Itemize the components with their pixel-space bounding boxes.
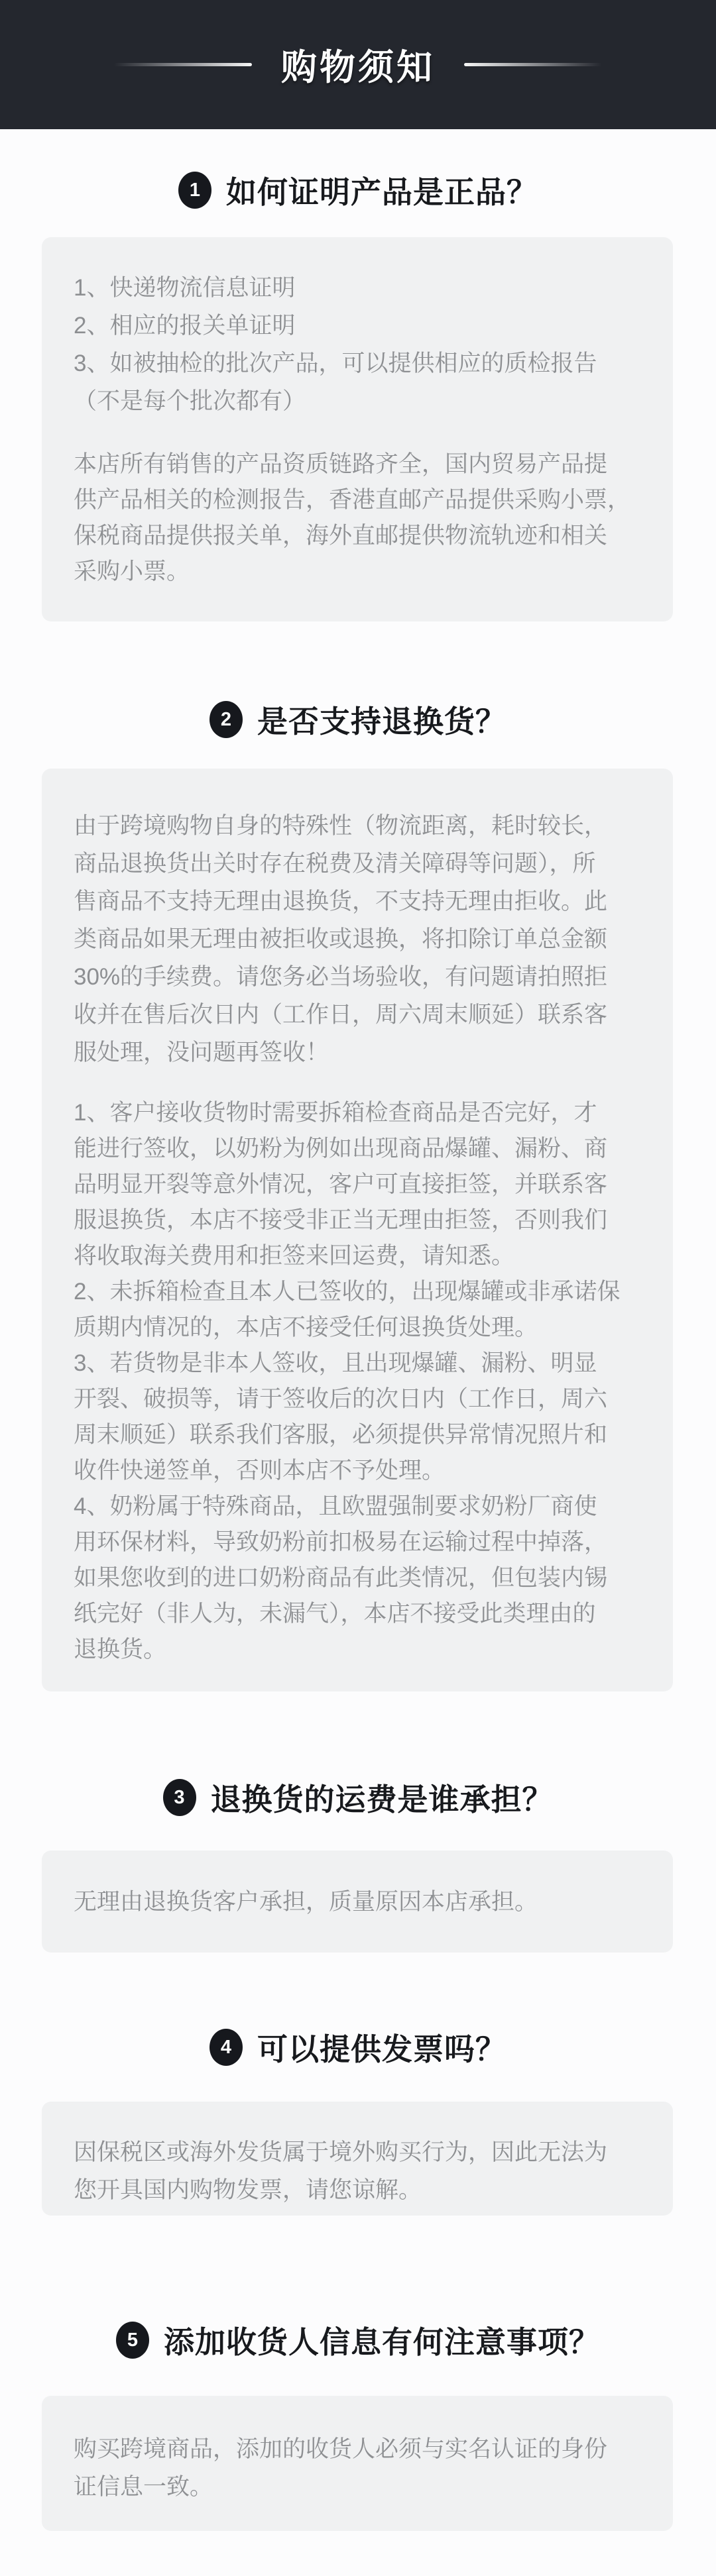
question-number: 3 bbox=[174, 1786, 185, 1808]
answer-line: 证信息一致。 bbox=[74, 2474, 213, 2500]
answer-line: 3、若货物是非本人签收，且出现爆罐、漏粉、明显 bbox=[74, 1350, 597, 1376]
title-decor-line-left bbox=[114, 63, 252, 66]
answer-line: 如果您收到的进口奶粉商品有此类情况，但包装内锡 bbox=[74, 1565, 608, 1591]
answer-line: 无理由退换货客户承担，质量原因本店承担。 bbox=[74, 1888, 538, 1915]
question-text: 退换货的运费是谁承担？ bbox=[210, 1782, 554, 1817]
question-number-badge bbox=[209, 2029, 243, 2066]
page-title: 购物须知 bbox=[281, 48, 435, 87]
answer-line: 1、快递物流信息证明 bbox=[74, 275, 296, 301]
answer-paragraph bbox=[74, 1095, 641, 1668]
question-number-badge bbox=[163, 1779, 196, 1816]
faq-section bbox=[0, 700, 716, 1691]
answer-line: 类商品如果无理由被拒收或退换，将扣除订单总金额 bbox=[74, 926, 608, 952]
question-text: 添加收货人信息有何注意事项？ bbox=[164, 2325, 600, 2359]
answer-line: 纸完好（非人为，未漏气），本店不接受此类理由的 bbox=[74, 1601, 596, 1627]
faq-section bbox=[0, 2028, 716, 2216]
answer-paragraph bbox=[74, 447, 641, 590]
question-text: 可以提供发票吗？ bbox=[257, 2032, 507, 2066]
answer-box bbox=[42, 2102, 673, 2216]
answer-box bbox=[42, 2396, 673, 2531]
answer-paragraph bbox=[74, 2430, 641, 2506]
question-heading bbox=[0, 2321, 716, 2359]
answer-line: 服处理，没问题再签收！ bbox=[74, 1040, 329, 1065]
question-heading bbox=[0, 171, 716, 209]
question-text: 如何证明产品是正品？ bbox=[226, 175, 538, 209]
answer-paragraph bbox=[74, 269, 641, 420]
question-text: 是否支持退换货？ bbox=[257, 704, 507, 739]
answer-line: 1、客户接收货物时需要拆箱检查商品是否完好，才 bbox=[74, 1100, 597, 1126]
question-number-badge bbox=[116, 2322, 149, 2359]
answer-line: 退换货。 bbox=[74, 1637, 167, 1662]
answer-line: 3、如被抽检的批次产品，可以提供相应的质检报告 bbox=[74, 350, 597, 376]
answer-line: 因保税区或海外发货属于境外购买行为，因此无法为 bbox=[74, 2139, 608, 2165]
question-number-badge bbox=[209, 701, 243, 738]
answer-line: 供产品相关的检测报告，香港直邮产品提供采购小票， bbox=[74, 487, 631, 513]
answer-line: 开裂、破损等，请于签收后的次日内（工作日，周六 bbox=[74, 1386, 608, 1412]
faq-section bbox=[0, 171, 716, 621]
answer-line: 质期内情况的，本店不接受任何退换货处理。 bbox=[74, 1315, 538, 1340]
answer-line: 服退换货，本店不接受非正当无理由拒签，否则我们 bbox=[74, 1207, 608, 1233]
answer-line: 将收取海关费用和拒签来回运费，请知悉。 bbox=[74, 1243, 515, 1269]
answer-line: 保税商品提供报关单，海外直邮提供物流轨迹和相关 bbox=[74, 523, 608, 549]
answer-line: 用环保材料，导致奶粉前扣极易在运输过程中掉落， bbox=[74, 1529, 608, 1555]
answer-line: 收并在售后次日内（工作日，周六周末顺延）联系客 bbox=[74, 1002, 608, 1028]
answer-line: 能进行签收，以奶粉为例如出现商品爆罐、漏粉、商 bbox=[74, 1136, 608, 1161]
answer-line: 品明显开裂等意外情况，客户可直接拒签，并联系客 bbox=[74, 1171, 608, 1197]
answer-line: 售商品不支持无理由退换货，不支持无理由拒收。此 bbox=[74, 888, 608, 914]
answer-line: 采购小票。 bbox=[74, 559, 190, 584]
answer-line: 购买跨境商品，添加的收货人必须与实名认证的身份 bbox=[74, 2436, 608, 2462]
answer-line: 周末顺延）联系我们客服，必须提供异常情况照片和 bbox=[74, 1422, 608, 1448]
question-heading bbox=[0, 2028, 716, 2066]
answer-box bbox=[42, 237, 673, 621]
answer-paragraph bbox=[74, 2133, 641, 2209]
answer-line: 本店所有销售的产品资质链路齐全，国内贸易产品提 bbox=[74, 451, 608, 477]
answer-line: 收件快递签单，否则本店不予处理。 bbox=[74, 1458, 446, 1483]
question-number: 1 bbox=[189, 179, 201, 201]
faq-section bbox=[0, 1778, 716, 1953]
answer-line: 4、奶粉属于特殊商品，且欧盟强制要求奶粉厂商使 bbox=[74, 1493, 597, 1519]
answer-paragraph bbox=[74, 807, 641, 1071]
question-heading bbox=[0, 1778, 716, 1817]
question-number-badge bbox=[178, 172, 211, 209]
question-number: 2 bbox=[220, 708, 232, 730]
answer-line: 2、相应的报关单证明 bbox=[74, 313, 296, 339]
answer-paragraph bbox=[74, 1883, 538, 1921]
answer-line: （不是每个批次都有） bbox=[74, 388, 306, 414]
question-number: 5 bbox=[127, 2329, 139, 2351]
answer-box bbox=[42, 769, 673, 1691]
page-header bbox=[0, 0, 716, 129]
title-decor-line-right bbox=[464, 63, 602, 66]
answer-line: 2、未拆箱检查且本人已签收的，出现爆罐或非承诺保 bbox=[74, 1279, 621, 1305]
answer-line: 30%的手续费。请您务必当场验收，有问题请拍照拒 bbox=[74, 964, 608, 990]
question-heading bbox=[0, 700, 716, 739]
faq-sections bbox=[0, 171, 716, 2531]
answer-line: 由于跨境购物自身的特殊性（物流距离，耗时较长， bbox=[74, 813, 608, 839]
answer-line: 商品退换货出关时存在税费及清关障碍等问题），所 bbox=[74, 851, 596, 877]
bottom-spacer bbox=[0, 2531, 716, 2576]
answer-line: 您开具国内购物发票，请您谅解。 bbox=[74, 2177, 422, 2203]
faq-section bbox=[0, 2321, 716, 2531]
question-number: 4 bbox=[220, 2036, 232, 2058]
answer-box bbox=[42, 1851, 673, 1953]
